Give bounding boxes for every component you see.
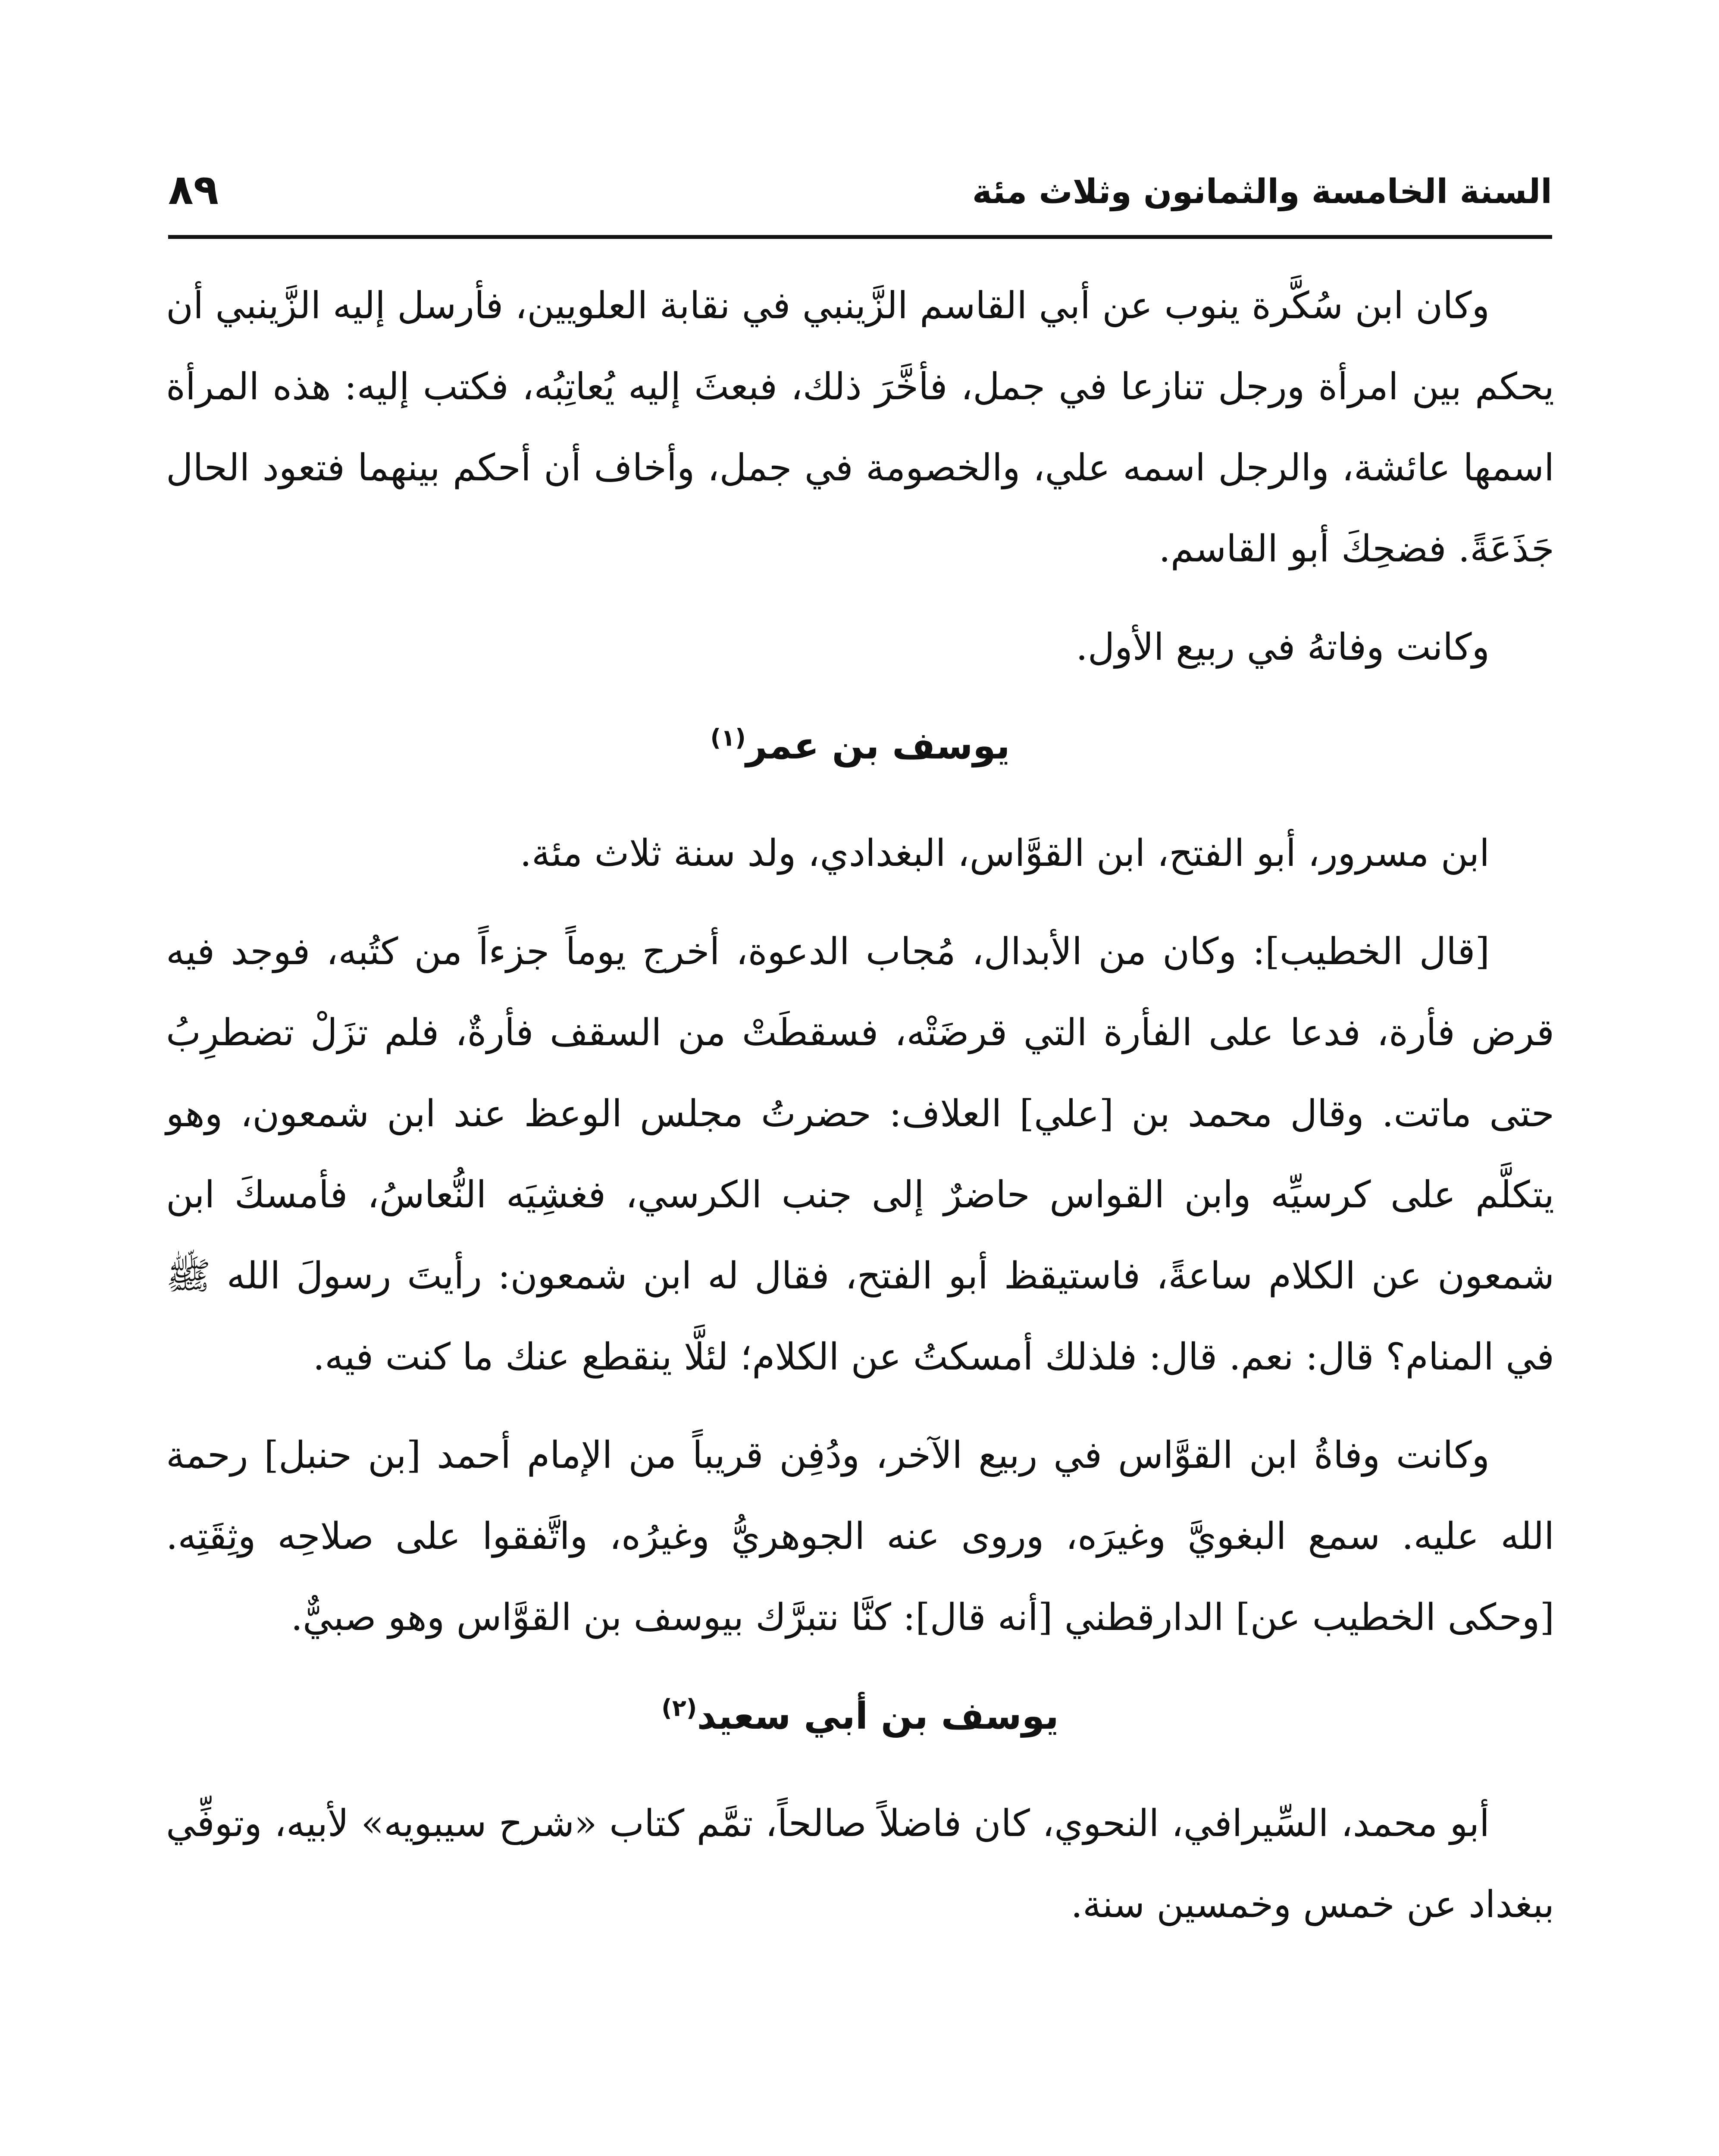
paragraph-al-khatib: [قال الخطيب]: وكان من الأبدال، مُجاب الدعوة، أخرج يوماً جزءاً من كتُبه، فوجد فيه قرض فأرة، فدعا على الفأرة التي قرضَتْه، فسقطَتْ من السقف فأرةٌ، فلم تزَلْ تضطرِبُ حتى ماتت. وقال محمد بن [علي] العلاف: حضرتُ مجلس الوعظ عند ابن شمعون، وهو يتكلَّم على كرسيِّه وابن القواس حاضرٌ إلى جنب الكرسي، فغشِيَه النُّعاسُ، فأمسكَ ابن شمعون عن الكلام ساعةً، فاستيقظ أبو الفتح، فقال له ابن شمعون: رأيتَ رسولَ الله ﷺ في المنام؟ قال: نعم. قال: فلذلك أمسكتُ عن الكلام؛ لئلَّا ينقطع عنك ما كنت فيه. <box>166 930 1554 1379</box>
heading-text: يوسف بن عمر <box>745 724 1010 768</box>
paragraph-death-ibn-qawwas: وكانت وفاةُ ابن القوَّاس في ربيع الآخر، ودُفِن قريباً من الإمام أحمد [بن حنبل] رحمة الله عليه. سمع البغويَّ وغيرَه، وروى عنه الجوهريُّ وغيرُه، واتَّفقوا على صلاحِه وثِقَتِه. [وحكى الخطيب عن] الدارقطني [أنه قال]: كنَّا نتبرَّك بيوسف بن القوَّاس وهو صبيٌّ. <box>166 1434 1554 1639</box>
section-heading-yusuf-ibn-abi-said <box>166 1680 1554 1753</box>
running-title: السنة الخامسة والثمانون وثلاث مئة <box>972 172 1552 211</box>
paragraph-lineage: ابن مسرور، أبو الفتح، ابن القوَّاس، البغدادي، ولد سنة ثلاث مئة. <box>520 832 1490 875</box>
header-rule <box>168 235 1552 239</box>
footnote-marker: (١) <box>710 724 746 752</box>
footnote-marker: (٢) <box>661 1694 697 1722</box>
page-number: ٨٩ <box>168 166 219 214</box>
main-text <box>166 265 1554 1962</box>
section-heading-yusuf-ibn-umar <box>166 709 1554 783</box>
paragraph-death-note: وكانت وفاتهُ في ربيع الأول. <box>1076 626 1490 669</box>
page-header <box>168 155 1552 224</box>
heading-text: يوسف بن أبي سعيد <box>697 1695 1059 1738</box>
paragraph-sirafi: أبو محمد، السِّيرافي، النحوي، كان فاضلاً صالحاً، تمَّم كتاب «شرح سيبويه» لأبيه، وتوفِّي ببغداد عن خمس وخمسين سنة. <box>166 1802 1554 1926</box>
paragraph-ibn-sukkara: وكان ابن سُكَّرة ينوب عن أبي القاسم الزَّينبي في نقابة العلويين، فأرسل إليه الزَّينبي أن يحكم بين امرأة ورجل تنازعا في جمل، فأخَّرَ ذلك، فبعثَ إليه يُعاتِبُه، فكتب إليه: هذه المرأة اسمها عائشة، والرجل اسمه علي، والخصومة في جمل، وأخاف أن أحكم بينهما فتعود الحال جَذَعَةً. فضحِكَ أبو القاسم. <box>166 284 1554 570</box>
